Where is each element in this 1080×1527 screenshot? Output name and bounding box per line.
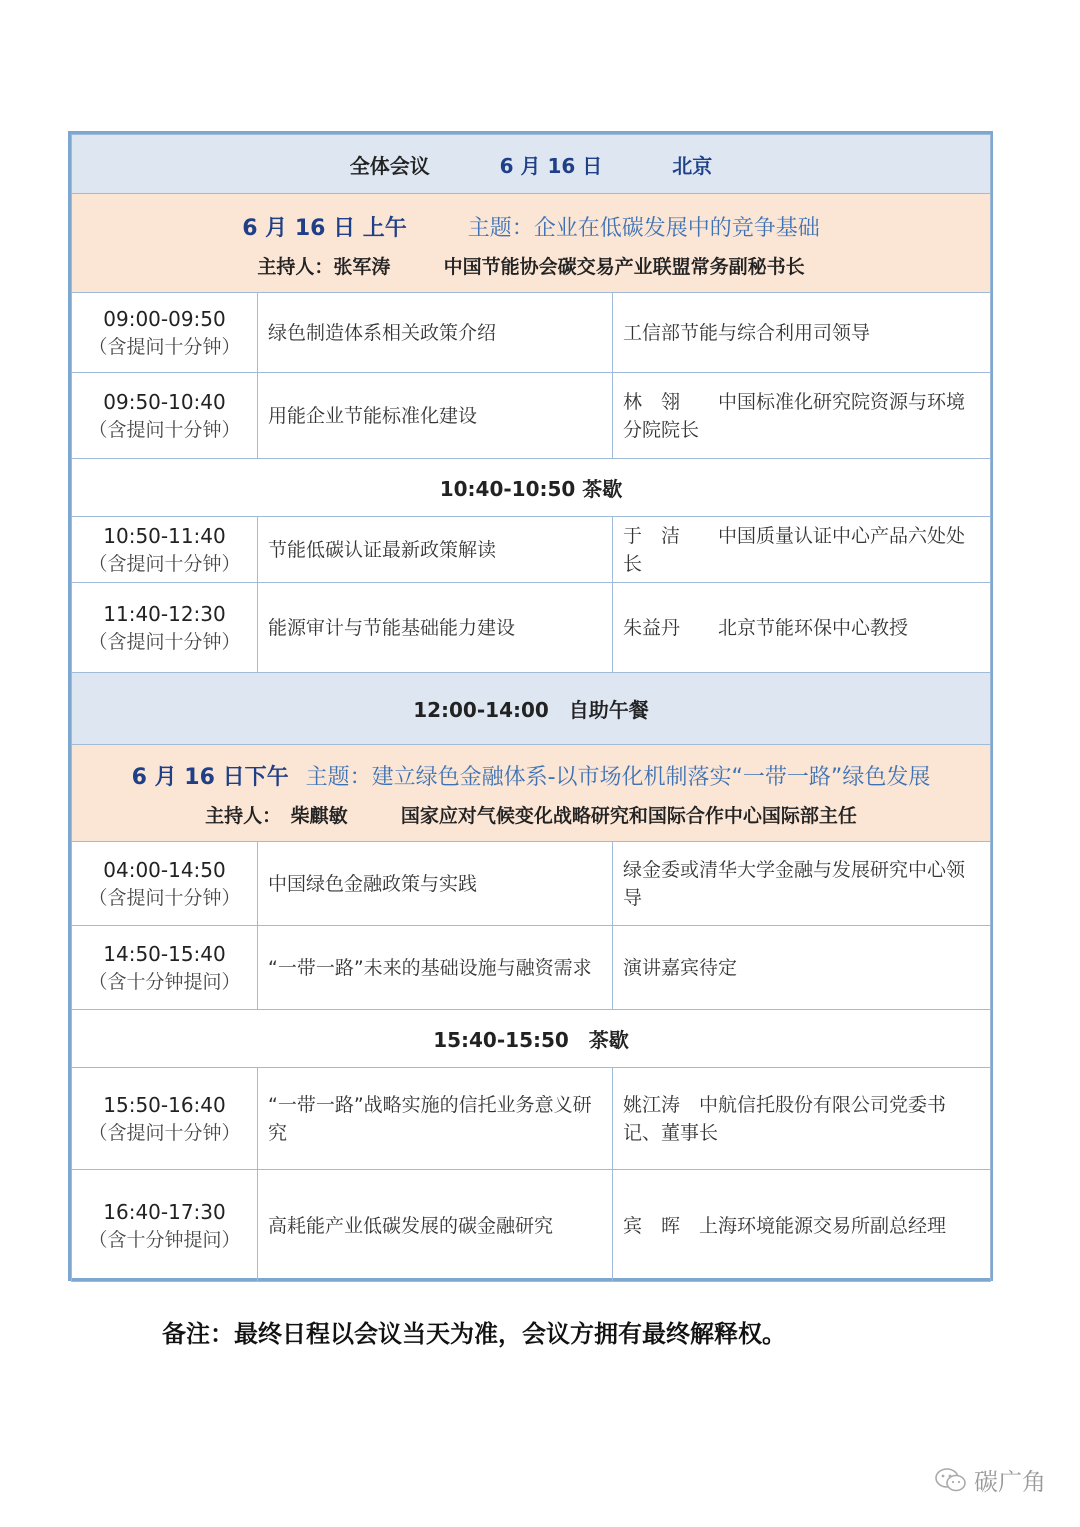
time-note: （含提问十分钟）: [88, 552, 241, 575]
time-note: （含十分钟提问）: [88, 970, 241, 993]
speaker: 朱益丹 北京节能环保中心教授: [613, 583, 991, 673]
table-row: [72, 373, 991, 459]
time-note: （含提问十分钟）: [88, 630, 241, 653]
talk-topic: 能源审计与节能基础能力建设: [258, 583, 613, 673]
table-row: [72, 293, 991, 373]
time-range: 15:50-16:40: [103, 1092, 226, 1117]
time-range: 09:00-09:50: [103, 306, 226, 331]
pm-host-label: 主持人： 柴麒敏: [205, 805, 348, 827]
plenary-header: [72, 135, 991, 194]
pm-session-date: 6 月 16 日下午: [131, 765, 289, 790]
time-note: （含提问十分钟）: [88, 886, 241, 909]
pm-host-title: 国家应对气候变化战略研究和国际合作中心国际部主任: [400, 805, 857, 827]
time-note: （含提问十分钟）: [88, 1121, 241, 1144]
time-note: （含提问十分钟）: [88, 418, 241, 441]
am-session-header: [72, 194, 991, 293]
table-row: [72, 517, 991, 583]
break-label: 15:40-15:50 茶歇: [72, 1010, 991, 1068]
plenary-city: 北京: [672, 153, 713, 178]
footnote: 备注：最终日程以会议当天为准，会议方拥有最终解释权。: [162, 1320, 786, 1348]
plenary-date: 6 月 16 日: [499, 153, 603, 178]
pm-session-header: [72, 745, 991, 842]
tea-break-pm: [72, 1010, 991, 1068]
tea-break-am: [72, 459, 991, 517]
talk-topic: 节能低碳认证最新政策解读: [258, 517, 613, 583]
time-range: 04:00-14:50: [103, 857, 226, 882]
speaker: 演讲嘉宾待定: [613, 926, 991, 1010]
time-range: 09:50-10:40: [103, 389, 226, 414]
break-label: 10:40-10:50 茶歇: [72, 459, 991, 517]
table-row: [72, 1068, 991, 1170]
am-host-label: 主持人：张军涛: [257, 256, 391, 278]
talk-topic: 中国绿色金融政策与实践: [258, 842, 613, 926]
table-row: [72, 583, 991, 673]
lunch-row: [72, 673, 991, 745]
time-range: 11:40-12:30: [103, 601, 226, 626]
am-host-title: 中国节能协会碳交易产业联盟常务副秘书长: [443, 256, 805, 278]
speaker: 于 洁 中国质量认证中心产品六处处长: [613, 517, 991, 583]
time-range: 16:40-17:30: [103, 1199, 226, 1224]
brand-name: 碳广角: [974, 1468, 1046, 1496]
pm-session-topic: 主题：建立绿色金融体系-以市场化机制落实“一带一路”绿色发展: [305, 765, 931, 790]
speaker: 工信部节能与综合利用司领导: [613, 293, 991, 373]
table-row: [72, 1170, 991, 1282]
talk-topic: 高耗能产业低碳发展的碳金融研究: [258, 1170, 613, 1282]
talk-topic: “一带一路”未来的基础设施与融资需求: [258, 926, 613, 1010]
brand-watermark: [934, 1462, 1046, 1497]
talk-topic: “一带一路”战略实施的信托业务意义研究: [258, 1068, 613, 1170]
time-note: （含十分钟提问）: [88, 1228, 241, 1251]
speaker: 绿金委或清华大学金融与发展研究中心领导: [613, 842, 991, 926]
speaker: 宾 晖 上海环境能源交易所副总经理: [613, 1170, 991, 1282]
time-range: 14:50-15:40: [103, 941, 226, 966]
agenda-table: [71, 134, 991, 1282]
speaker: 姚江涛 中航信托股份有限公司党委书记、董事长: [613, 1068, 991, 1170]
lunch-label: 12:00-14:00 自助午餐: [72, 673, 991, 745]
am-session-topic: 主题：企业在低碳发展中的竞争基础: [467, 216, 820, 241]
wechat-icon: [934, 1466, 968, 1494]
talk-topic: 用能企业节能标准化建设: [258, 373, 613, 459]
plenary-label: 全体会议: [349, 153, 430, 178]
talk-topic: 绿色制造体系相关政策介绍: [258, 293, 613, 373]
speaker: 林 翎 中国标准化研究院资源与环境分院院长: [613, 373, 991, 459]
table-row: [72, 926, 991, 1010]
time-note: （含提问十分钟）: [88, 335, 241, 358]
table-row: [72, 842, 991, 926]
am-session-date: 6 月 16 日 上午: [242, 216, 407, 241]
time-range: 10:50-11:40: [103, 523, 226, 548]
